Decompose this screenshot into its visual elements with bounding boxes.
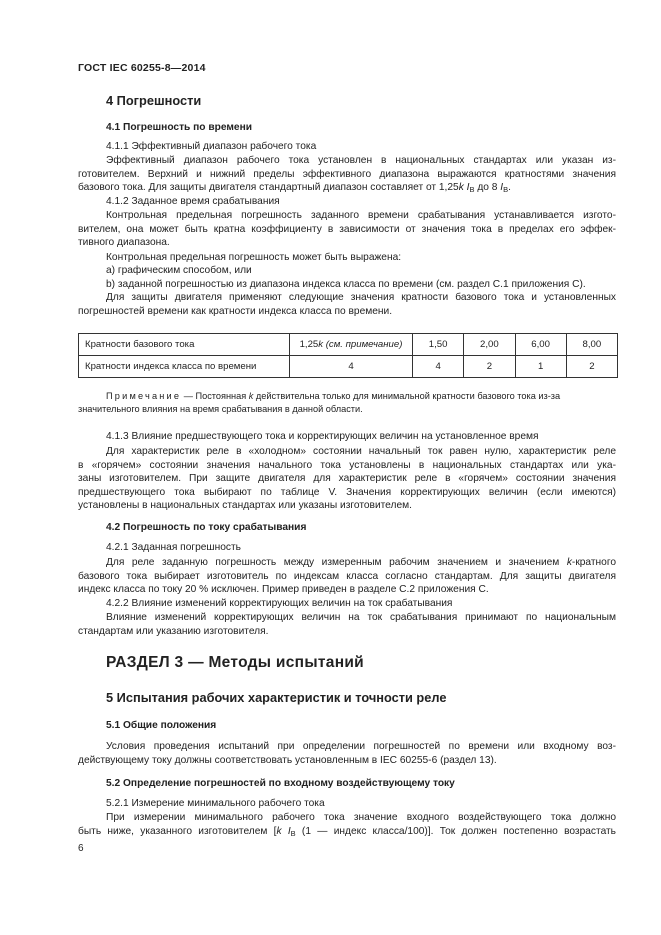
list-item-a: а) графическим способом, или	[106, 265, 252, 276]
table-cell: 4	[290, 356, 413, 378]
text-line: в «горячем» состоянии значения начального тока установлены в национальных стандартах или ука-	[78, 459, 616, 471]
section-4-2-1-title: 4.2.1 Заданная погрешность	[106, 542, 241, 553]
text-line: Для реле заданную погрешность между измеренным рабочим значением и значением k-кратного	[106, 557, 616, 568]
text-line: установлены в национальных стандартах или указаны изготовителем.	[78, 500, 412, 511]
table-cell: 2	[464, 356, 515, 378]
text-line: Контрольная предельная погрешность может быть выражена:	[106, 251, 402, 263]
table-cell: 1,25k (см. примечание)	[290, 334, 413, 356]
text-line: готовителем. Верхний и нижний пределы эффективного диапазона выражаются кратностями значения	[78, 168, 616, 180]
section-4-2-title: 4.2 Погрешность по току срабатывания	[106, 522, 307, 533]
text-line: При измерении минимального рабочего тока значение входного воздействующего тока должно	[106, 812, 616, 823]
paragraph-4-1-1	[78, 154, 616, 195]
text-line: действующему току должны соответствовать установленным в IEC 60255-6 (раздел 13).	[78, 754, 497, 766]
text-line: Влияние изменений корректирующих величин на ток срабатывания принимают по национальным	[106, 612, 616, 623]
text-line: Контрольная предельная погрешность заданного времени срабатывания устанавливается изгото-	[106, 210, 616, 221]
paragraph-5-2-1	[78, 811, 616, 838]
section-4-title: 4 Погрешности	[106, 93, 202, 108]
list-item-b: b) заданной погрешностью из диапазона индекса класса по времени (см. раздел С.1 приложения С).	[106, 278, 586, 290]
text-line: индекс класса по току 20 % исключен. Пример приведен в разделе С.2 приложения С.	[78, 584, 489, 595]
table-cell: 1,50	[413, 334, 464, 356]
text-line: заны изготовителем. При защите двигателя для характеристик реле в «горячем» состоянии значения	[78, 473, 616, 484]
table-cell: 2	[566, 356, 617, 378]
text-line: Для защиты двигателя применяют следующие значения кратности базового тока и установленных	[106, 292, 616, 303]
section-5-title: 5 Испытания рабочих характеристик и точности реле	[106, 690, 447, 705]
section-4-1-2-title: 4.1.2 Заданное время срабатывания	[106, 196, 280, 207]
section-4-2-2-title: 4.2.2 Влияние изменений корректирующих величин на ток срабатывания	[106, 598, 453, 609]
paragraph-4-1-3	[78, 445, 616, 513]
section-4-1-3-title: 4.1.3 Влияние предшествующего тока и корректирующих величин на установленное время	[106, 431, 539, 442]
text-line: Эффективный диапазон рабочего тока установлен в национальных стандартах или указан из-	[106, 155, 616, 166]
text-line: предшествующего тока выбирают по таблице V. Значения корректирующих величин (если имеются)	[78, 486, 616, 498]
table-row	[79, 334, 618, 356]
table-cell: 4	[413, 356, 464, 378]
text-line: базового тока. Для защиты двигателя стандартный диапазон составляет от 1,25k IB до 8 IB.	[78, 182, 511, 194]
table-cell: Кратности базового тока	[79, 334, 290, 356]
part-3-title: РАЗДЕЛ 3 — Методы испытаний	[106, 654, 365, 671]
section-4-1-1-title: 4.1.1 Эффективный диапазон рабочего тока	[106, 141, 317, 152]
table-cell: 8,00	[566, 334, 617, 356]
document-header: ГОСТ IEC 60255-8—2014	[78, 62, 206, 74]
section-5-2-title: 5.2 Определение погрешностей по входному воздействующему току	[106, 778, 455, 789]
paragraph-4-1-2	[78, 209, 616, 318]
paragraph-4-2-2	[78, 611, 616, 638]
text-line: Примечание — Постоянная k действительна только для минимальной кратности базового тока из-за	[106, 391, 561, 401]
current-multiples-table	[78, 333, 618, 378]
text-line: значительного влияния на время срабатывания в данной области.	[78, 403, 363, 414]
table-cell: Кратности индекса класса по времени	[79, 356, 290, 378]
table-row	[79, 356, 618, 378]
paragraph-4-2-1	[78, 556, 616, 597]
section-5-2-1-title: 5.2.1 Измерение минимального рабочего тока	[106, 798, 325, 809]
table-cell: 1	[515, 356, 566, 378]
paragraph-5-1	[78, 740, 616, 767]
table-cell: 6,00	[515, 334, 566, 356]
text-line: тивного диапазона.	[78, 237, 170, 248]
text-line: базового тока выбирает изготовитель по индексам класса согласно стандартам. Для защиты двигателя	[78, 570, 616, 582]
table-cell: 2,00	[464, 334, 515, 356]
text-line: Условия проведения испытаний при определении погрешностей по времени или входному воз-	[106, 741, 616, 752]
page-number: 6	[78, 843, 84, 854]
section-4-1-title: 4.1 Погрешность по времени	[106, 122, 252, 133]
text-line: вителем, она может быть кратна коэффициенту в зависимости от значения тока в пределах его эффек-	[78, 223, 616, 235]
section-5-1-title: 5.1 Общие положения	[106, 720, 217, 731]
text-line: стандартам или указанию изготовителя.	[78, 625, 269, 637]
table-note	[78, 390, 616, 415]
text-line: быть ниже, указанного изготовителем [k IB (1 — индекс класса/100)]. Ток должен постепенно возрастать	[78, 825, 616, 838]
text-line: погрешностей времени как кратности индекса класса по времени.	[78, 305, 393, 317]
text-line: Для характеристик реле в «холодном» состоянии начальный ток равен нулю, характеристик реле	[106, 446, 616, 457]
